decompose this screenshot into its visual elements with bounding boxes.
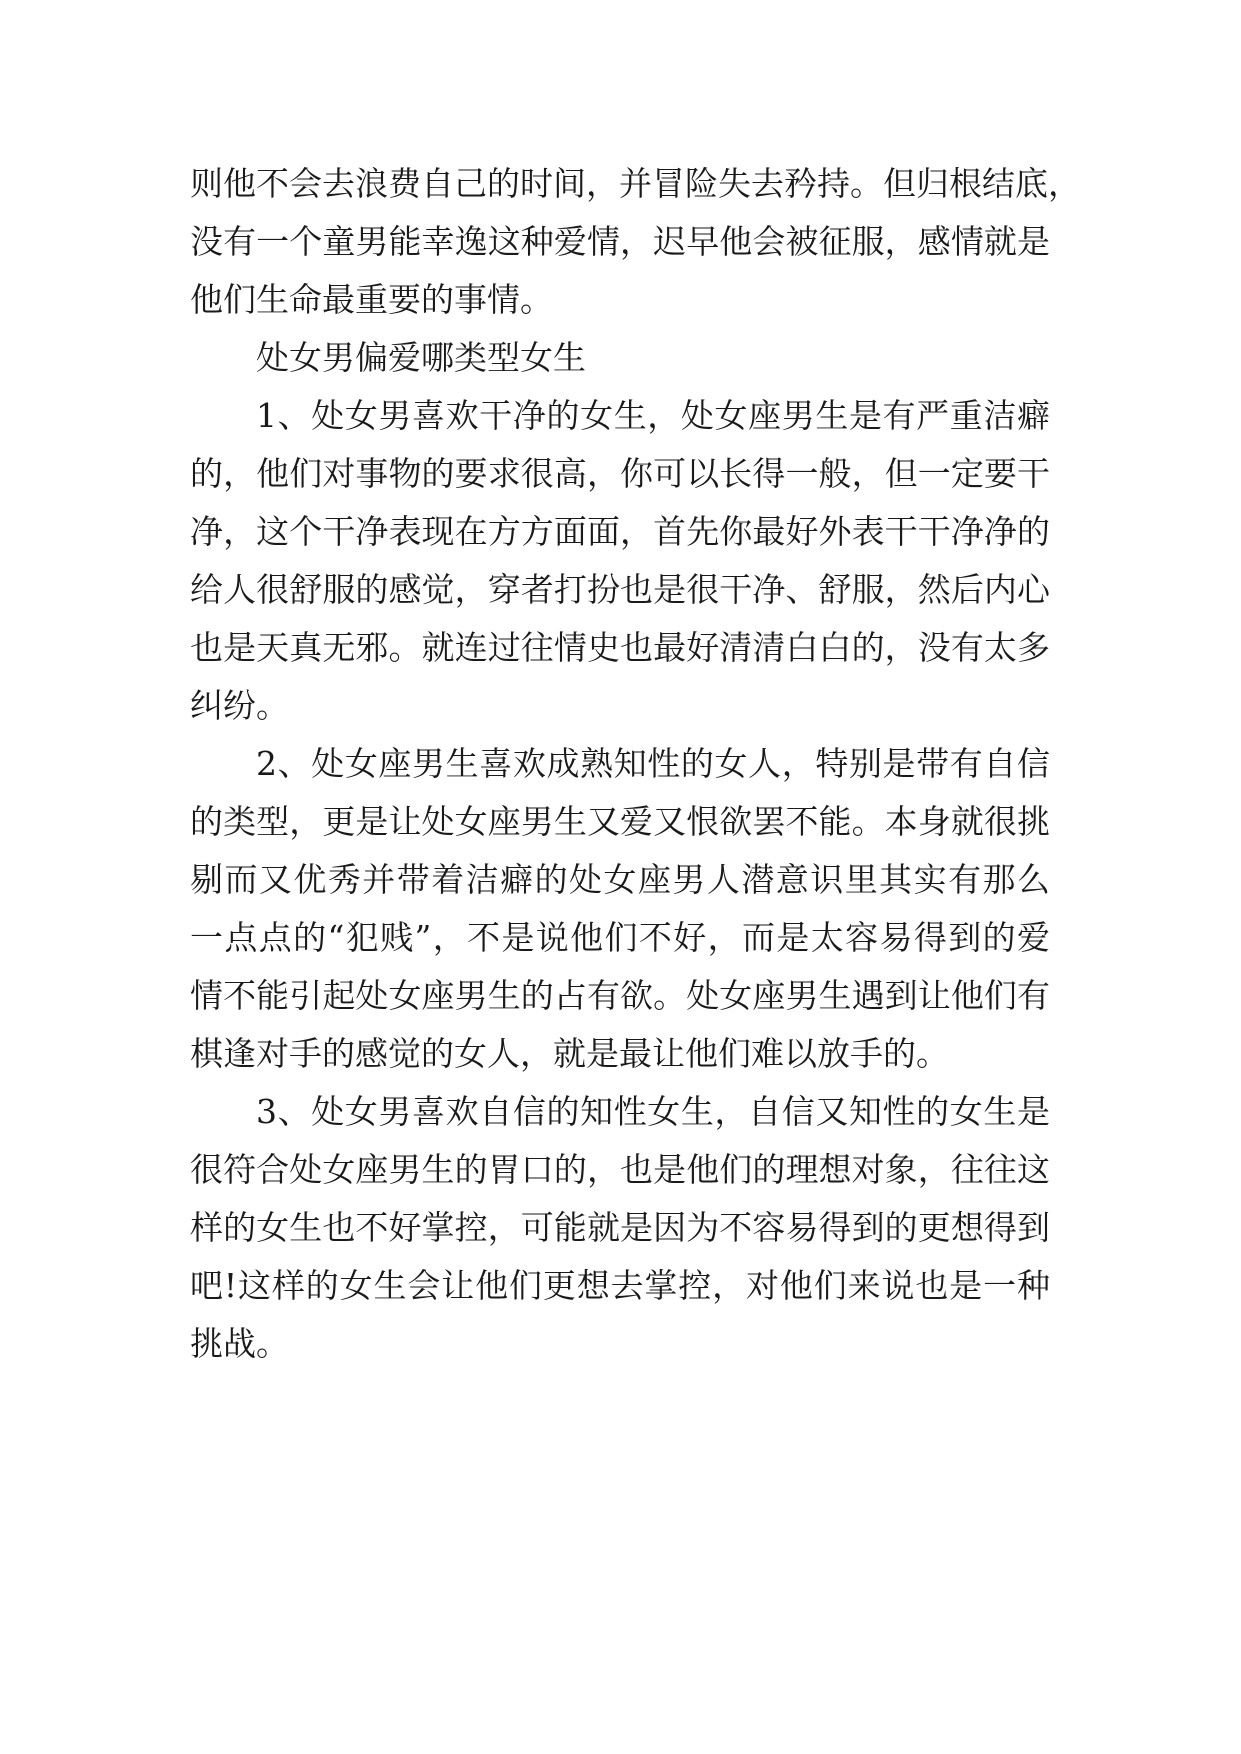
paragraph-line: 样的女生也不好掌控，可能就是因为不容易得到的更想得到 bbox=[190, 1208, 1050, 1247]
section-heading: 处女男偏爱哪类型女生 bbox=[256, 338, 586, 377]
paragraph-line: 的，他们对事物的要求很高，你可以长得一般，但一定要干 bbox=[190, 454, 1050, 493]
paragraph-line: 给人很舒服的感觉，穿者打扮也是很干净、舒服，然后内心 bbox=[190, 570, 1050, 609]
paragraph-line: 他们生命最重要的事情。 bbox=[190, 280, 553, 319]
paragraph-line: 纠纷。 bbox=[190, 686, 289, 725]
paragraph-line: 的类型，更是让处女座男生又爱又恨欲罢不能。本身就很挑 bbox=[190, 802, 1050, 841]
paragraph-line: 挑战。 bbox=[190, 1324, 289, 1363]
paragraph-line: 情不能引起处女座男生的占有欲。处女座男生遇到让他们有 bbox=[190, 976, 1050, 1015]
paragraph-line: 很符合处女座男生的胃口的，也是他们的理想对象，往往这 bbox=[190, 1150, 1050, 1189]
paragraph-line: 则他不会去浪费自己的时间，并冒险失去矜持。但归根结底， bbox=[190, 164, 1081, 203]
paragraph-line: 3、处女男喜欢自信的知性女生，自信又知性的女生是 bbox=[256, 1092, 1050, 1131]
paragraph-line: 吧!这样的女生会让他们更想去掌控，对他们来说也是一种 bbox=[190, 1266, 1050, 1305]
document-body bbox=[190, 155, 1081, 1373]
paragraph-line: 棋逢对手的感觉的女人，就是最让他们难以放手的。 bbox=[190, 1034, 949, 1073]
paragraph-line: 没有一个童男能幸逸这种爱情，迟早他会被征服，感情就是 bbox=[190, 222, 1050, 261]
paragraph-line: 剔而又优秀并带着洁癖的处女座男人潜意识里其实有那么 bbox=[190, 860, 1050, 899]
paragraph-line: 2、处女座男生喜欢成熟知性的女人，特别是带有自信 bbox=[256, 744, 1050, 783]
paragraph-line: 净，这个干净表现在方方面面，首先你最好外表干干净净的 bbox=[190, 512, 1050, 551]
paragraph-line: 1、处女男喜欢干净的女生，处女座男生是有严重洁癖 bbox=[256, 396, 1050, 435]
paragraph-line: 也是天真无邪。就连过往情史也最好清清白白的，没有太多 bbox=[190, 628, 1050, 667]
paragraph-line: 一点点的“犯贱”，不是说他们不好，而是太容易得到的爱 bbox=[190, 918, 1050, 957]
